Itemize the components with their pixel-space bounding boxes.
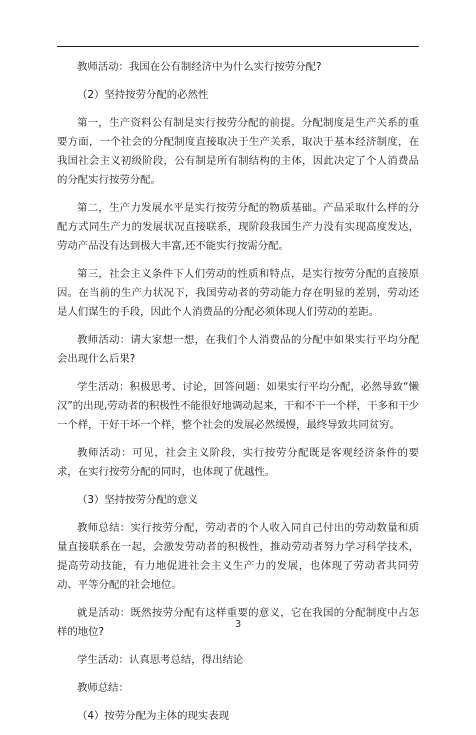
teacher-summary-2: 教师总结： (77, 682, 129, 694)
student-activity-1: 学生活动：积极思考、讨论，回答问题：如果实行平均分配，必然导致“懒汉”的出现,劳动者的积极性不能很好地调动起来，干和不干一个样，干多和干少一个样，干好干坏一个样，整个社会的发展必然缓慢，最终导致共同贫穷。 (57, 381, 419, 431)
paragraph-third: 第三，社会主义条件下人们劳动的性质和特点，是实行按劳分配的直接原因。在当前的生产力状况下，我国劳动者的劳动能力存在明显的差别，劳动还是人们谋生的手段，因此个人消费品的分配必须体现人们劳动的差距。 (57, 268, 419, 318)
section-heading-4: （4）按劳分配为主体的现实表现 (77, 710, 230, 722)
teacher-question-1: 教师活动：我国在公有制经济中为什么实行按劳分配? (77, 61, 322, 73)
section-heading-2: （2）坚持按劳分配的必然性 (77, 89, 209, 101)
teacher-activity-3: 教师活动：可见，社会主义阶段，实行按劳分配既是客观经济条件的要求，在实行按劳分配的同时，也体现了优越性。 (57, 447, 419, 478)
header-rule (57, 46, 419, 47)
paragraph-first: 第一，生产资料公有制是实行按劳分配的前提。分配制度是生产关系的重要方面，一个社会的分配制度直接取决于生产关系，取决于基本经济制度，在我国社会主义初级阶段，公有制是所有制结构的主体，因此决定了个人消费品的分配实行按劳分配。 (57, 117, 419, 186)
student-activity-2: 学生活动：认真思考总结，得出结论 (77, 654, 244, 666)
document-body (57, 58, 419, 735)
teacher-question-2: 教师活动：请大家想一想，在我们个人消费品的分配中如果实行平均分配会出现什么后果? (57, 334, 419, 365)
section-heading-3: （3）坚持按劳分配的意义 (77, 494, 198, 506)
teacher-summary-1: 教师总结：实行按劳分配，劳动者的个人收入同自己付出的劳动数量和质量直接联系在一起，会激发劳动者的积极性，推动劳动者努力学习科学技术，提高劳动技能，有力地促进社会主义生产力的发展，也体现了劳动者共同劳动、平等分配的社会地位。 (57, 522, 419, 591)
question-activity: 就是活动：既然按劳分配有这样重要的意义，它在我国的分配制度中占怎样的地位? (57, 607, 419, 638)
paragraph-second: 第二，生产力发展水平是实行按劳分配的物质基础。产品采取什么样的分配方式同生产力的发展状况直接联系，现阶段我国生产力没有实现高度发达，劳动产品没有达到极大丰富,还不能实行按需分配。 (57, 202, 419, 252)
page-number: 3 (234, 619, 242, 630)
